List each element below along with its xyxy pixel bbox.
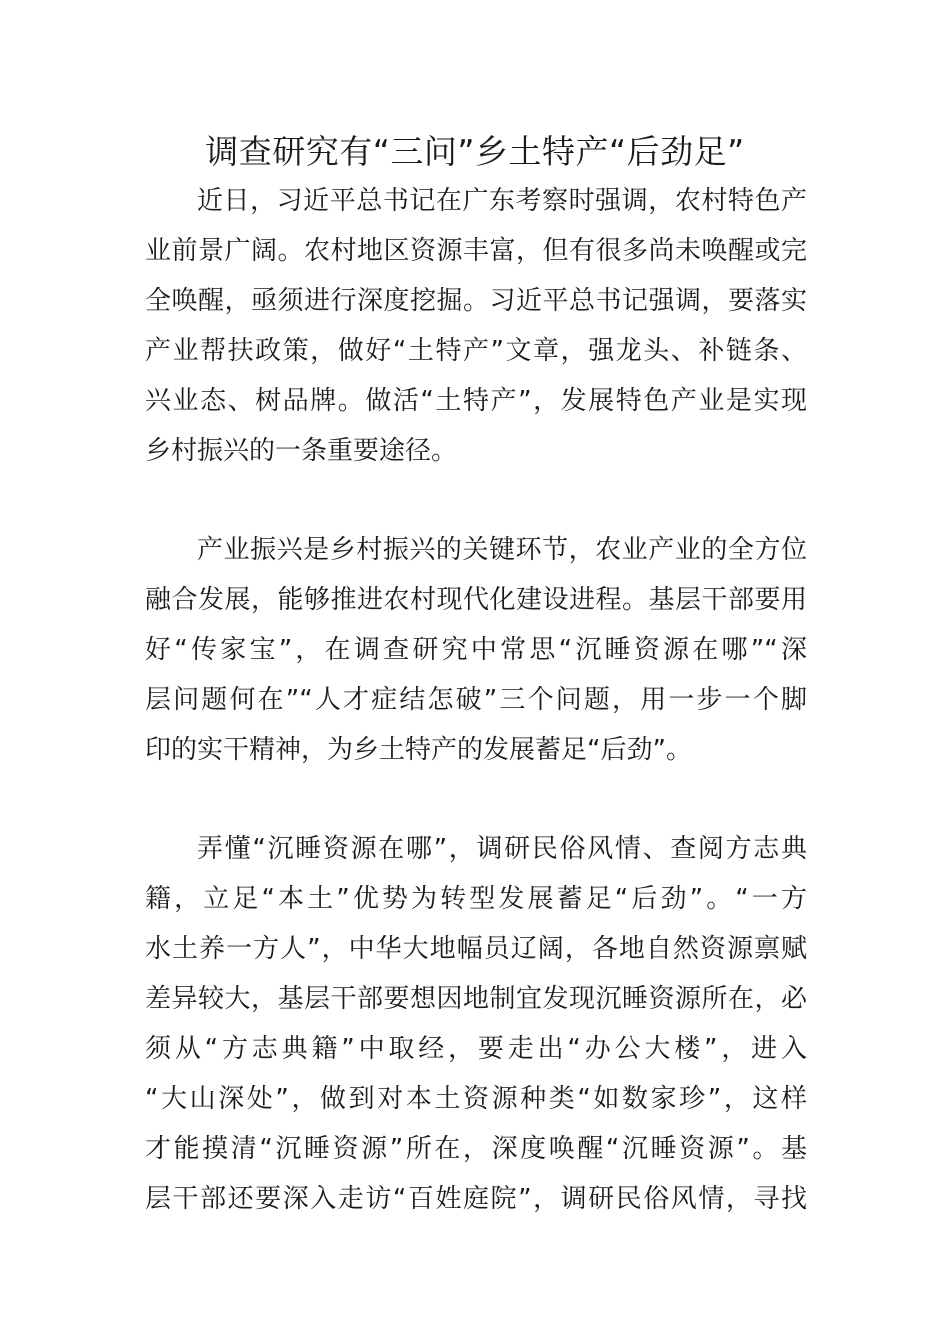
- paragraph-1: [145, 176, 807, 476]
- paragraph-line: 近日，习近平总书记在广东考察时强调，农村特色产: [197, 186, 807, 216]
- paragraph-line: 好“传家宝”，在调查研究中常思“沉睡资源在哪”“深: [145, 635, 807, 665]
- paragraph-line: 须从“方志典籍”中取经，要走出“办公大楼”，进入: [145, 1034, 807, 1064]
- paragraph-line: 弄懂“沉睡资源在哪”，调研民俗风情、查阅方志典: [197, 834, 807, 864]
- paragraph-line: 差异较大，基层干部要想因地制宜发现沉睡资源所在，必: [145, 984, 807, 1014]
- paragraph-3: [145, 824, 807, 1224]
- paragraph-line: 层干部还要深入走访“百姓庭院”，调研民俗风情，寻找: [145, 1184, 807, 1214]
- paragraph-line: 全唤醒，亟须进行深度挖掘。习近平总书记强调，要落实: [145, 286, 807, 316]
- paragraph-line: 籍，立足“本土”优势为转型发展蓄足“后劲”。“一方: [145, 884, 807, 914]
- paragraph-line: 印的实干精神，为乡土特产的发展蓄足“后劲”。: [145, 735, 692, 765]
- document-title: 调查研究有“三问”乡土特产“后劲足”: [205, 132, 745, 171]
- paragraph-line: 乡村振兴的一条重要途径。: [145, 436, 458, 466]
- paragraph-line: 业前景广阔。农村地区资源丰富，但有很多尚未唤醒或完: [145, 236, 807, 266]
- paragraph-line: “大山深处”，做到对本土资源种类“如数家珍”，这样: [145, 1084, 807, 1114]
- paragraph-line: 产业振兴是乡村振兴的关键环节，农业产业的全方位: [197, 535, 807, 565]
- paragraph-line: 产业帮扶政策，做好“土特产”文章，强龙头、补链条、: [145, 336, 807, 366]
- paragraph-line: 水土养一方人”，中华大地幅员辽阔，各地自然资源禀赋: [145, 934, 807, 964]
- paragraph-line: 融合发展，能够推进农村现代化建设进程。基层干部要用: [145, 585, 807, 615]
- paragraph-line: 才能摸清“沉睡资源”所在，深度唤醒“沉睡资源”。基: [145, 1134, 807, 1164]
- paragraph-line: 兴业态、树品牌。做活“土特产”，发展特色产业是实现: [145, 386, 807, 416]
- paragraph-2: [145, 525, 807, 775]
- paragraph-line: 层问题何在”“人才症结怎破”三个问题，用一步一个脚: [145, 685, 807, 715]
